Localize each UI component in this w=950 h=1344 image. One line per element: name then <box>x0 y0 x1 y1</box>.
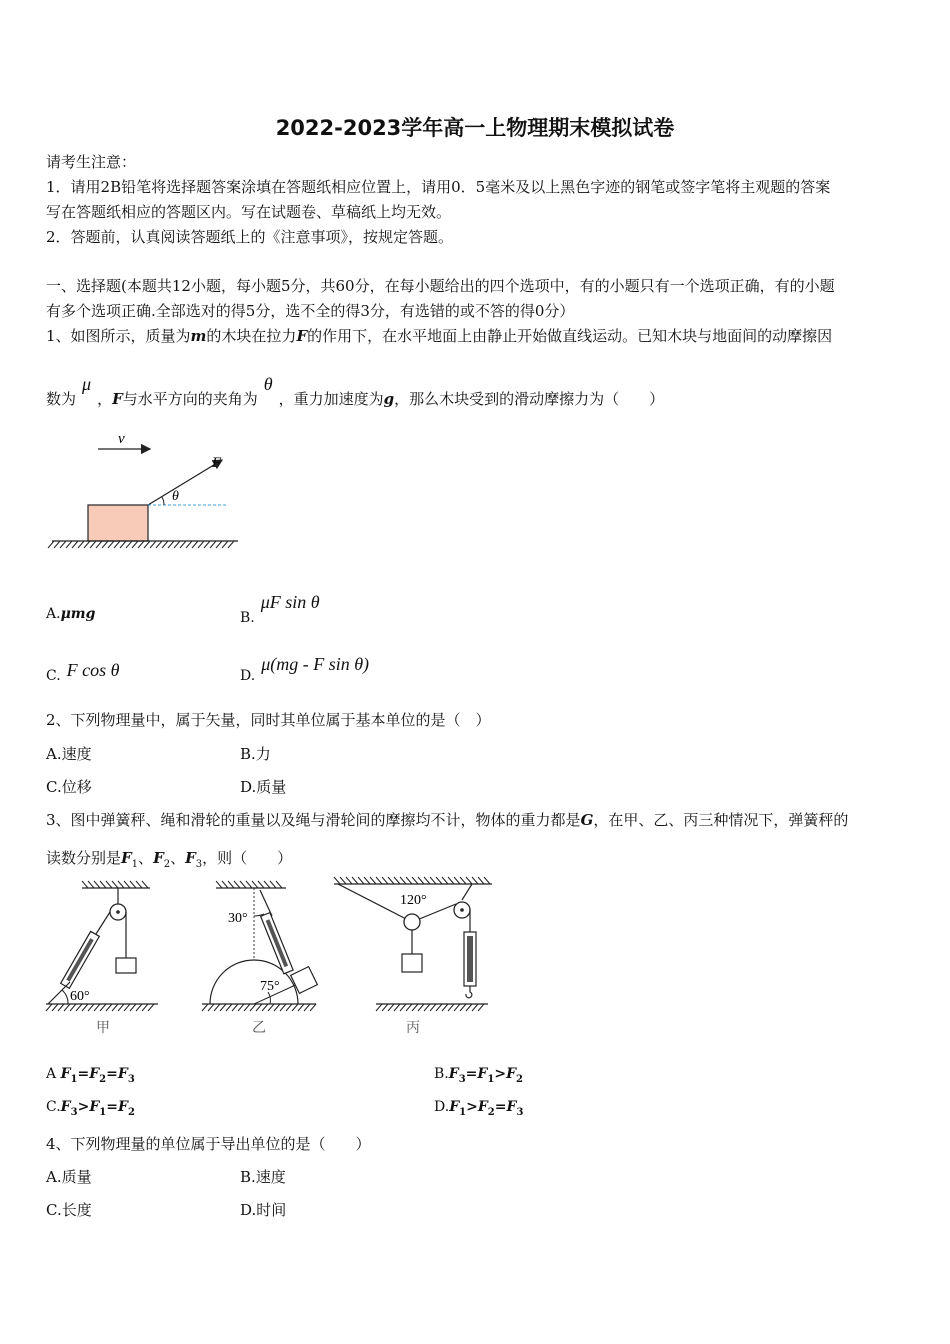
relation: > <box>77 1099 90 1115</box>
var-F: F <box>117 1099 128 1115</box>
q1-text: 数为 <box>46 390 77 408</box>
q4-stem: 4、下列物理量的单位属于导出单位的是（ ） <box>46 1135 371 1153</box>
relation: = <box>494 1099 507 1115</box>
q1-text: 的作用下，在水平地面上由静止开始做直线运动。已知木块与地面间的动摩擦因 <box>307 327 833 345</box>
q1-option-d[interactable] <box>240 654 370 685</box>
subscript: 1 <box>459 1106 467 1118</box>
var-F: F <box>60 1066 71 1082</box>
var-F: F <box>117 1066 128 1082</box>
figure-jia <box>46 881 158 1036</box>
subscript: 2 <box>163 859 171 870</box>
notice-line-2: 2．答题前，认真阅读答题纸上的《注意事项》，按规定答题。 <box>46 228 454 246</box>
velocity-label: v <box>118 431 125 447</box>
q1-var-g: g <box>383 390 395 408</box>
q1-var-F: F <box>296 327 308 345</box>
q1-option-b[interactable] <box>240 592 320 627</box>
q1-option-a[interactable] <box>46 606 95 622</box>
figure-label-jia: 甲 <box>96 1021 110 1036</box>
option-label: C. <box>46 668 61 684</box>
option-formula: μF sin θ <box>260 592 320 612</box>
figure-yi <box>202 881 317 1036</box>
q3-text: 读数分别是 <box>46 849 122 867</box>
q3-option-c[interactable] <box>46 1099 135 1118</box>
var-F: F <box>506 1066 517 1082</box>
option-label: B. <box>240 610 255 626</box>
q1-figure <box>46 425 246 555</box>
force-arrow <box>148 460 222 505</box>
q1-var-theta: θ <box>263 374 273 394</box>
q1-text: ，那么木块受到的滑动摩擦力为（ ） <box>394 390 665 408</box>
subscript: 2 <box>127 1106 135 1118</box>
var-F: F <box>477 1066 488 1082</box>
q4-option-c[interactable]: C.长度 <box>46 1201 92 1219</box>
q3-stem-line-1 <box>46 808 908 833</box>
var-F: F <box>506 1099 517 1115</box>
subscript: 3 <box>195 859 203 870</box>
relation: = <box>106 1099 118 1115</box>
q3-option-d[interactable] <box>434 1099 523 1118</box>
relation: = <box>106 1066 118 1082</box>
angle-75-label: 75° <box>260 979 280 994</box>
section-line-2: 有多个选项正确.全部选对的得5分，选不全的得3分，有选错的或不答的得0分） <box>46 302 575 320</box>
q3-text: 3、图中弹簧秤、绳和滑轮的重量以及绳与滑轮间的摩擦均不计，物体的重力都是 <box>46 811 581 829</box>
option-label: C. <box>46 1099 61 1115</box>
q2-option-b[interactable]: B.力 <box>240 745 271 763</box>
q1-stem-line-1 <box>46 324 908 349</box>
q2-stem: 2、下列物理量中，属于矢量，同时其单位属于基本单位的是（ ） <box>46 711 491 729</box>
subscript: 1 <box>487 1073 495 1085</box>
q1-text: ，重力加速度为 <box>278 390 384 408</box>
subscript: 3 <box>516 1106 524 1118</box>
q3-text: ，则（ ） <box>202 849 293 867</box>
q4-option-b[interactable]: B.速度 <box>240 1168 286 1186</box>
relation: = <box>465 1066 478 1082</box>
q4-option-a[interactable]: A.质量 <box>46 1168 92 1186</box>
q1-var-F: F <box>112 390 123 408</box>
var-F: F <box>449 1099 460 1115</box>
angle-label: θ <box>172 489 179 504</box>
q1-text: 与水平方向的夹角为 <box>122 390 258 408</box>
angle-30-label: 30° <box>228 911 248 926</box>
q1-text: 1、如图所示，质量为 <box>46 327 191 345</box>
angle-60-label: 60° <box>70 989 90 1004</box>
figure-bing <box>334 877 492 1036</box>
subscript: 2 <box>487 1106 495 1118</box>
var-F: F <box>89 1099 100 1115</box>
q1-text: 的木块在拉力 <box>206 327 297 345</box>
var-F: F <box>89 1066 100 1082</box>
q3-figure <box>40 876 500 1038</box>
q3-var-F: F <box>153 849 164 867</box>
q1-var-mu: μ <box>82 374 92 394</box>
subscript: 3 <box>70 1106 78 1118</box>
q1-option-c[interactable] <box>46 660 120 685</box>
angle-120-label: 120° <box>400 893 427 908</box>
option-text: μmg <box>60 606 96 622</box>
q2-option-c[interactable]: C.位移 <box>46 778 92 796</box>
figure-label-yi: 乙 <box>252 1021 266 1036</box>
wood-block <box>88 505 148 541</box>
q3-option-b[interactable] <box>434 1066 523 1085</box>
subscript: 1 <box>70 1073 78 1085</box>
option-label: A. <box>46 606 61 622</box>
notice-heading: 请考生注意： <box>46 153 137 171</box>
var-F: F <box>448 1066 459 1082</box>
force-label: F <box>212 455 222 471</box>
q2-option-d[interactable]: D.质量 <box>240 778 287 796</box>
notice-line-1b: 写在答题纸相应的答题区内。写在试题卷、草稿纸上均无效。 <box>46 203 452 221</box>
q1-stem-line-2 <box>46 374 908 412</box>
section-line-1: 一、选择题(本题共12小题，每小题5分，共60分，在每小题给出的四个选项中，有的小题只有一个选项正确，有的小题 <box>46 277 835 295</box>
option-formula: F cos θ <box>66 660 120 680</box>
figure-label-bing: 丙 <box>406 1021 420 1036</box>
subscript: 2 <box>99 1073 107 1085</box>
subscript: 1 <box>99 1106 107 1118</box>
subscript: 2 <box>516 1073 523 1085</box>
q3-var-F: F <box>121 849 132 867</box>
option-label: A <box>46 1066 61 1082</box>
var-F: F <box>477 1099 488 1115</box>
q1-text: ， <box>97 390 113 408</box>
option-label: D. <box>240 668 256 684</box>
subscript: 3 <box>458 1073 466 1085</box>
q3-text: ，在甲、乙、丙三种情况下，弹簧秤的 <box>593 811 849 829</box>
q2-option-a[interactable]: A.速度 <box>46 745 92 763</box>
option-label: D. <box>434 1099 450 1115</box>
q4-option-d[interactable]: D.时间 <box>240 1201 287 1219</box>
q3-var-G: G <box>580 811 594 829</box>
subscript: 3 <box>127 1073 135 1085</box>
option-formula: μ(mg - F sin θ) <box>261 654 370 674</box>
relation: = <box>77 1066 90 1082</box>
q3-var-F: F <box>185 849 196 867</box>
separator: 、 <box>170 849 186 867</box>
separator: 、 <box>138 849 154 867</box>
page-title: 2022-2023学年高一上物理期末模拟试卷 <box>275 116 675 140</box>
q3-option-a[interactable] <box>46 1066 135 1085</box>
relation: > <box>494 1066 507 1082</box>
option-label: B. <box>434 1066 449 1082</box>
var-F: F <box>60 1099 71 1115</box>
q3-stem-line-2 <box>46 846 908 877</box>
notice-line-1a: 1．请用2B铅笔将选择题答案涂填在答题纸相应位置上，请用0．5毫米及以上黑色字迹的钢笔或签字笔将主观题的答案 <box>46 178 831 196</box>
q1-var-m: m <box>190 327 207 345</box>
subscript: 1 <box>131 859 139 870</box>
relation: > <box>466 1099 478 1115</box>
